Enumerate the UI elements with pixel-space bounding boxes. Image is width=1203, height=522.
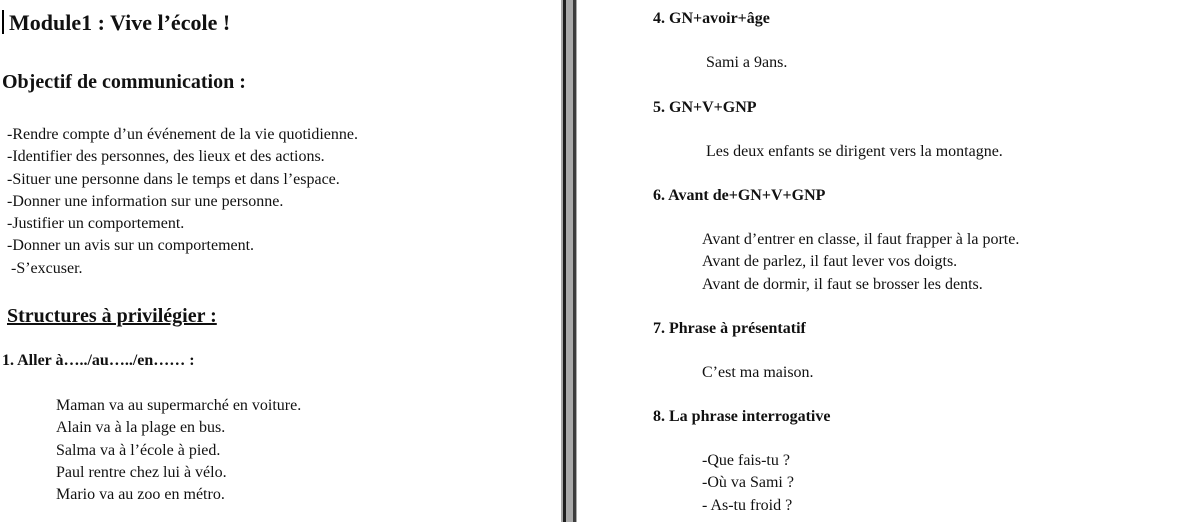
example-sentence: Sami a 9ans.: [706, 54, 788, 71]
example-sentence: -Où va Sami ?: [702, 474, 794, 492]
structures-heading: Structures à privilégier :: [7, 305, 217, 327]
structure-heading: 4. GN+avoir+âge: [653, 10, 770, 27]
objective-heading: Objectif de communication :: [2, 71, 246, 93]
structure-examples: [702, 229, 1019, 296]
structure-heading: 5. GN+V+GNP: [653, 99, 757, 116]
structure-examples: [702, 450, 794, 517]
example-sentence: Les deux enfants se dirigent vers la montagne.: [706, 143, 1003, 160]
objective-item: -Justifier un comportement.: [7, 215, 185, 233]
structure-heading: 7. Phrase à présentatif: [653, 320, 806, 337]
structure-heading: 6. Avant de+GN+V+GNP: [653, 187, 826, 204]
example-sentence: Avant d’entrer en classe, il faut frapper à la porte.: [702, 231, 1020, 248]
objectives-list: [7, 124, 358, 280]
objective-item: -S’excuser.: [7, 259, 83, 277]
structure-heading: 8. La phrase interrogative: [653, 408, 831, 425]
example-sentence: -Que fais-tu ?: [702, 452, 790, 469]
example-sentence: Paul rentre chez lui à vélo.: [56, 463, 227, 481]
left-page: [0, 0, 560, 522]
example-sentence: Mario va au zoo en métro.: [56, 486, 225, 504]
example-sentence: - As-tu froid ?: [702, 496, 793, 514]
objective-item: -Donner un avis sur un comportement.: [7, 237, 255, 255]
example-sentence: Avant de parlez, il faut lever vos doigts.: [702, 253, 958, 271]
objective-item: -Rendre compte d’un événement de la vie quotidienne.: [7, 126, 358, 143]
example-sentence: Alain va à la plage en bus.: [56, 419, 226, 437]
page-border-right: [573, 0, 576, 522]
example-sentence: Avant de dormir, il faut se brosser les dents.: [702, 275, 983, 293]
objective-item: -Situer une personne dans le temps et dans l’espace.: [7, 170, 340, 188]
example-sentence: Salma va à l’école à pied.: [56, 441, 221, 459]
objective-item: -Donner une information sur une personne.: [7, 192, 284, 210]
module-title: Module1 : Vive l’école !: [9, 10, 231, 35]
right-page: [577, 0, 1203, 522]
example-sentence: C’est ma maison.: [702, 364, 814, 381]
structure-heading: 1. Aller à…../au…../en…… :: [2, 352, 195, 369]
structure-examples: [56, 395, 301, 506]
page-border-left: [563, 0, 566, 522]
objective-item: -Identifier des personnes, des lieux et des actions.: [7, 148, 325, 166]
example-sentence: Maman va au supermarché en voiture.: [56, 397, 302, 414]
text-cursor: [2, 10, 4, 34]
